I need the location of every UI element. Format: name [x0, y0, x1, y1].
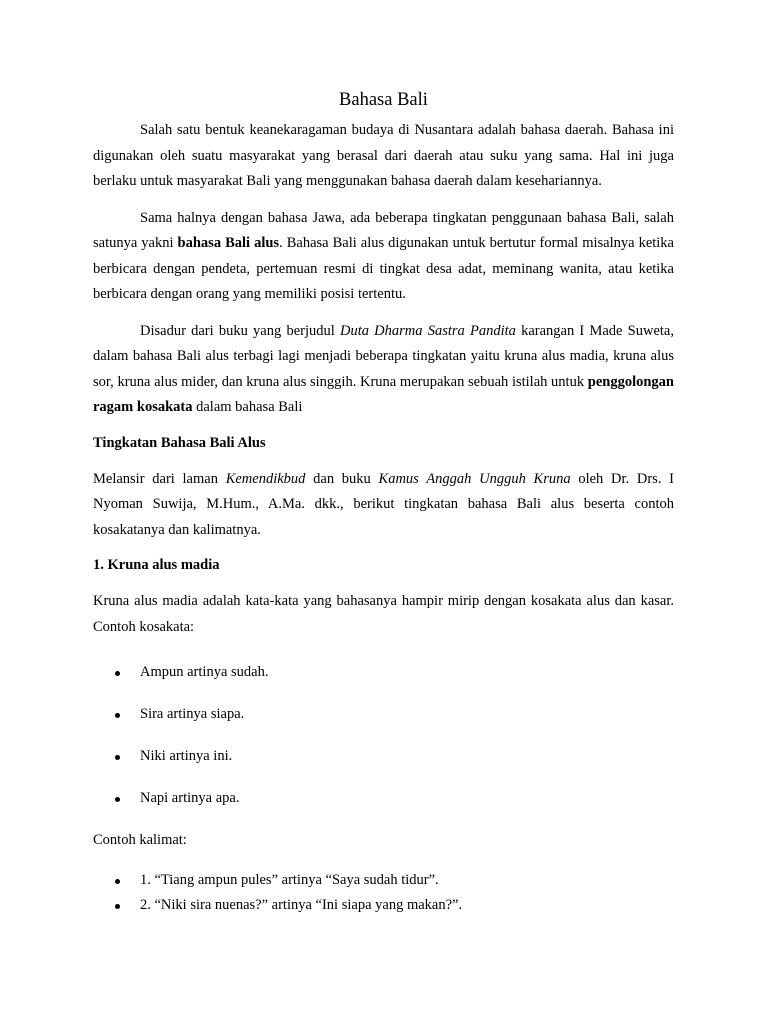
- bullet-icon: [115, 879, 120, 884]
- list-item-text: Napi artinya apa.: [140, 790, 240, 806]
- examples-list: [93, 868, 674, 918]
- text-run: oleh Dr. Drs. I Nyoman Suwija, M.Hum., A.Ma. dkk., berikut tingkatan bahasa Bali alus beserta contoh kosakatanya dan kalimatnya.: [93, 470, 675, 538]
- list-item: [93, 702, 674, 727]
- paragraph-melansir: [93, 467, 674, 544]
- section-heading: Tingkatan Bahasa Bali Alus: [93, 434, 266, 451]
- paragraph-intro: Salah satu bentuk keanekaragaman budaya di Nusantara adalah bahasa daerah. Bahasa ini digunakan oleh suatu masyarakat yang berasal dari daerah atau suku yang sama. Hal ini juga berlaku untuk masyarakat Bali yang menggunakan bahasa daerah dalam kesehariannya.: [93, 122, 674, 189]
- list-item: [93, 744, 674, 769]
- document-title: Bahasa Bali: [339, 90, 428, 110]
- bullet-icon: [115, 713, 120, 718]
- vocab-list: [93, 660, 674, 811]
- subsection-heading: 1. Kruna alus madia: [93, 557, 220, 573]
- examples-label: Contoh kalimat:: [93, 832, 187, 848]
- text-run: dalam bahasa Bali: [192, 399, 303, 415]
- paragraph-disadur: [93, 319, 674, 421]
- document-body: [93, 86, 674, 918]
- bullet-icon: [115, 671, 120, 676]
- bullet-icon: [115, 797, 120, 802]
- list-item-text: Sira artinya siapa.: [140, 706, 245, 722]
- list-item: [93, 660, 674, 685]
- text-run: dan buku: [305, 470, 379, 487]
- book-title: Kamus Anggah Ungguh Kruna: [378, 470, 571, 487]
- bullet-icon: [115, 755, 120, 760]
- text-run: karangan I Made Suweta, dalam bahasa Bali alus terbagi lagi menjadi beberapa tingkatan yaitu kruna alus madia, kruna alus sor, kruna alus mider, dan kruna alus singgih. Kruna merupakan sebuah istilah untuk: [93, 322, 674, 390]
- list-item: [93, 893, 674, 918]
- text-run: Sama halnya dengan bahasa Jawa, ada beberapa tingkatan penggunaan bahasa Bali, salah satunya yakni: [93, 209, 674, 251]
- text-run: Melansir dari laman: [93, 470, 226, 487]
- list-item: [93, 868, 674, 893]
- paragraph-madia: Kruna alus madia adalah kata-kata yang bahasanya hampir mirip dengan kosakata alus dan kasar. Contoh kosakata:: [93, 593, 674, 635]
- list-item: [93, 786, 674, 811]
- text-run: Disadur dari buku yang berjudul: [140, 322, 340, 339]
- source-name: Kemendikbud: [225, 470, 306, 487]
- list-item-text: 2. “Niki sira nuenas?” artinya “Ini siapa yang makan?”.: [140, 896, 463, 913]
- bold-term: penggolongan ragam kosakata: [93, 373, 674, 415]
- bold-term: bahasa Bali alus: [177, 235, 280, 251]
- bullet-icon: [115, 904, 120, 909]
- list-item-text: Niki artinya ini.: [140, 748, 233, 764]
- paragraph-tingkatan: [93, 206, 674, 308]
- list-item-text: 1. “Tiang ampun pules” artinya “Saya sudah tidur”.: [140, 871, 439, 888]
- book-title: Duta Dharma Sastra Pandita: [339, 322, 516, 339]
- text-run: . Bahasa Bali alus digunakan untuk bertutur formal misalnya ketika berbicara dengan pendeta, pertemuan resmi di tingkat desa adat, meminang wanita, atau ketika berbicara dengan orang yang memiliki posisi tertentu.: [93, 235, 674, 302]
- list-item-text: Ampun artinya sudah.: [140, 664, 269, 680]
